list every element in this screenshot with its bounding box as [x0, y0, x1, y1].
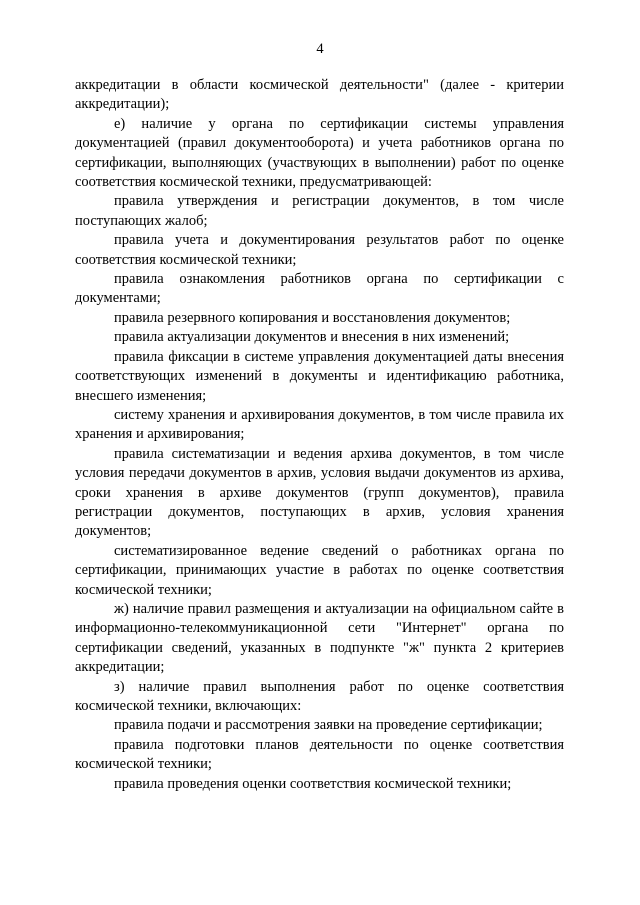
paragraph: правила подачи и рассмотрения заявки на проведение сертификации; [114, 717, 543, 734]
paragraph: правила актуализации документов и внесения в них изменений; [114, 329, 510, 346]
page-number: 4 [316, 41, 324, 57]
paragraph: правила резервного копирования и восстановления документов; [114, 309, 511, 326]
paragraph: правила систематизации и ведения архива документов, в том числе условия передачи документов в архив, условия выдачи документов из архива, сроки хранения в архиве документов (групп документов), правила регистрации документов, поступающих в архив, условия хранения документов; [75, 445, 564, 540]
paragraph: правила проведения оценки соответствия космической техники; [114, 775, 512, 792]
document-body [75, 76, 564, 794]
paragraph: правила учета и документирования результатов работ по оценке соответствия космической техники; [75, 232, 564, 268]
paragraph: правила ознакомления работников органа по сертификации с документами; [75, 271, 564, 307]
paragraph: аккредитации в области космической деятельности" (далее - критерии аккредитации); [75, 77, 564, 113]
paragraph: ж) наличие правил размещения и актуализации на официальном сайте в информационно-телекоммуникационной сети "Интернет" органа по сертификации сведений, указанных в подпункте "ж" пункта 2 критериев аккредитации; [75, 600, 564, 676]
paragraph: з) наличие правил выполнения работ по оценке соответствия космической техники, включающих: [75, 678, 564, 714]
paragraph: правила подготовки планов деятельности по оценке соответствия космической техники; [75, 736, 564, 773]
paragraph: систему хранения и архивирования документов, в том числе правила их хранения и архивирования; [75, 406, 564, 443]
paragraph: е) наличие у органа по сертификации системы управления документацией (правил документооборота) и учета работников органа по сертификации, выполняющих (участвующих в выполнении) работ по оценке соответствия космической техники, предусматривающей: [75, 115, 564, 191]
paragraph: правила утверждения и регистрации документов, в том числе поступающих жалоб; [75, 193, 564, 229]
paragraph: правила фиксации в системе управления документацией даты внесения соответствующих изменений в документы и идентификацию работника, внесшего изменения; [75, 348, 564, 404]
paragraph: систематизированное ведение сведений о работниках органа по сертификации, принимающих участие в работах по оценке соответствия космической техники; [75, 542, 564, 598]
